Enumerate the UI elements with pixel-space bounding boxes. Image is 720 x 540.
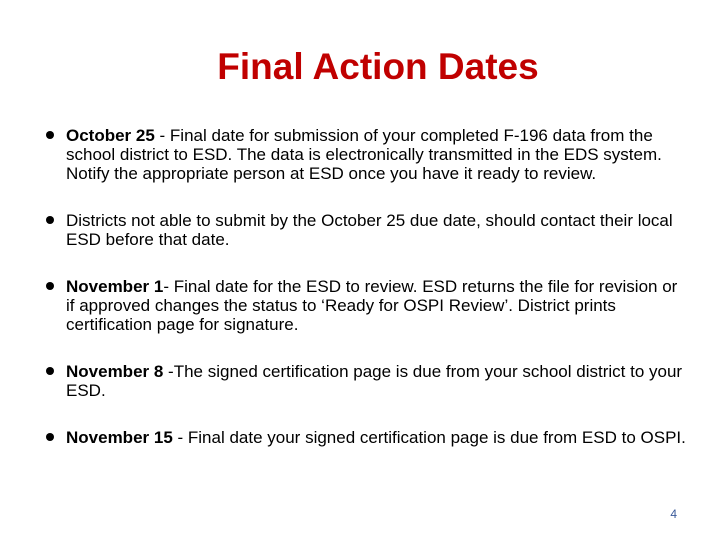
bullet-text: - Final date for submission of your completed F-196 data from the school district to ESD. The data is electronically transmitted in the EDS system. Notify the appropriate person at ESD once you have it ready to review.	[66, 126, 662, 183]
bullet-date: November 8	[66, 362, 164, 381]
bullet-item-november-15	[46, 428, 686, 447]
bullet-date: November 1	[66, 277, 164, 296]
bullet-dot-icon	[46, 367, 54, 375]
bullet-text: -The signed certification page is due from your school district to your ESD.	[66, 362, 683, 400]
bullet-dot-icon	[46, 433, 54, 441]
bullet-date: October 25	[66, 126, 155, 145]
page-number: 4	[670, 507, 677, 521]
slide-title: Final Action Dates	[217, 46, 539, 87]
bullet-dot-icon	[46, 216, 54, 224]
bullet-dot-icon	[46, 282, 54, 290]
bullet-item-november-8	[46, 362, 686, 400]
bullet-text: - Final date for the ESD to review. ESD returns the file for revision or if approved changes the status to ‘Ready for OSPI Review’. District prints certification page for signature.	[66, 277, 678, 334]
bullet-list	[46, 126, 686, 447]
bullet-item-districts-not-able	[46, 211, 686, 249]
bullet-item-november-1	[46, 277, 686, 334]
bullet-date: November 15	[66, 428, 173, 447]
bullet-text: - Final date your signed certification page is due from ESD to OSPI.	[172, 428, 686, 447]
bullet-dot-icon	[46, 131, 54, 139]
bullet-text: Districts not able to submit by the October 25 due date, should contact their local ESD before that date.	[66, 211, 673, 249]
bullet-item-october-25	[46, 126, 686, 183]
